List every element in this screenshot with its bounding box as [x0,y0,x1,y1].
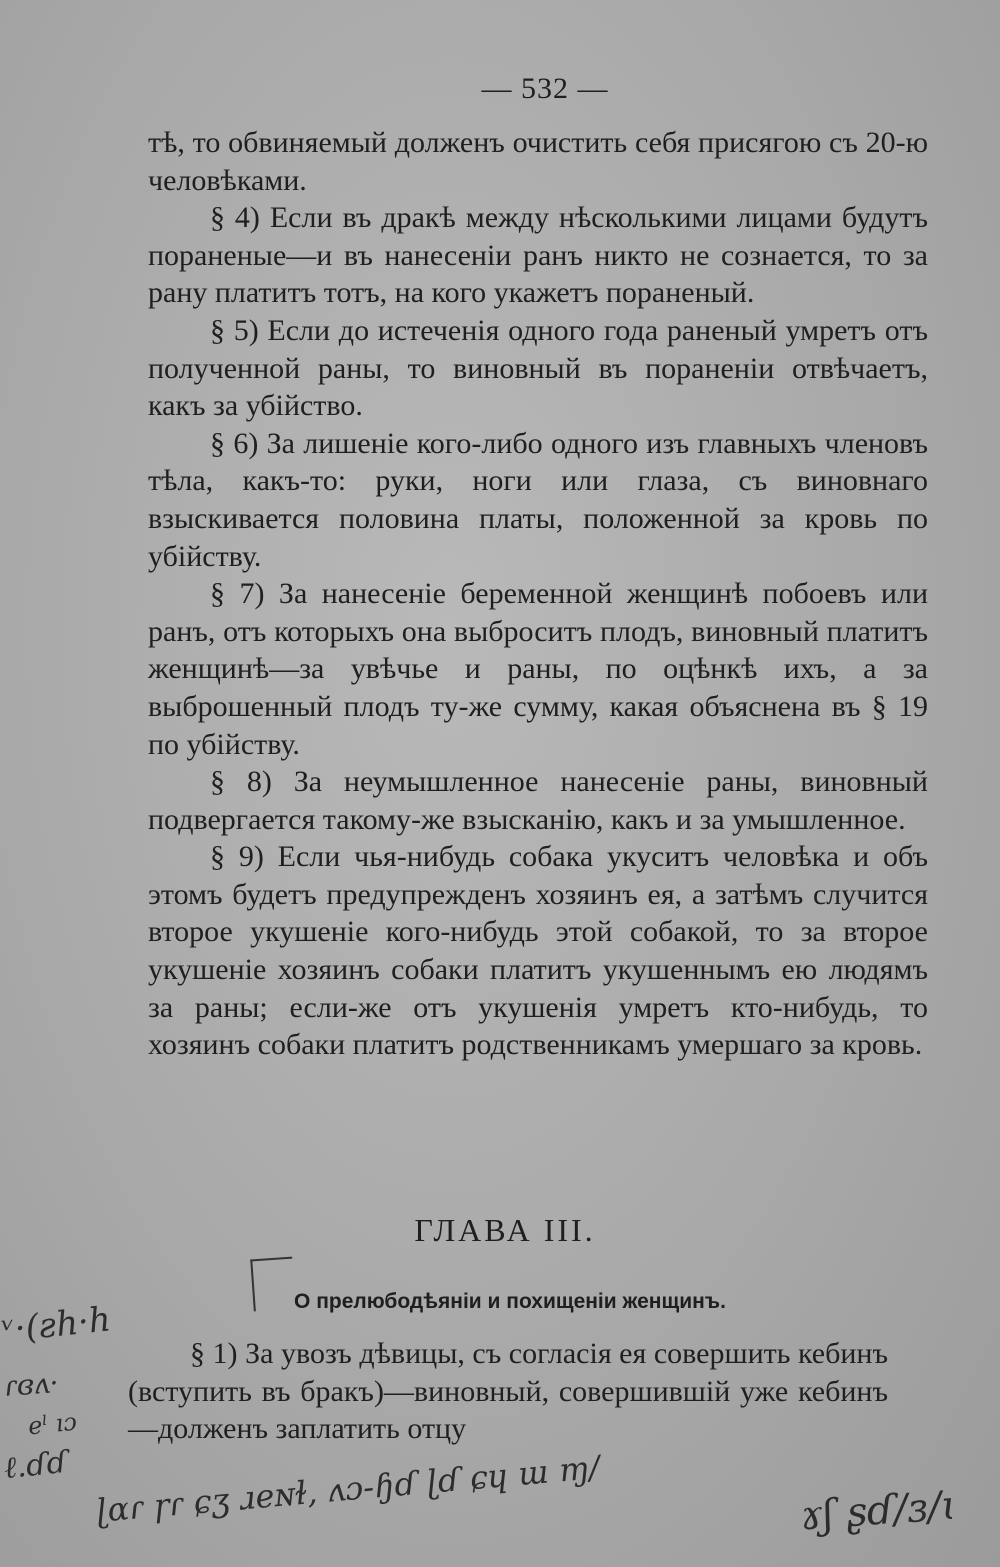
paragraph-section-6: § 6) За лишеніе кого-либо одного изъ главныхъ членовъ тѣла, какъ-то: руки, ноги или глаза, съ виновнаго взыскивается половина платы, положенной за кровь по убійству. [148,426,928,573]
page-number: — 532 — [481,72,609,105]
handwritten-note-6: ɤʃ ʂɗ/ɜ/ɩ [798,1482,959,1540]
paragraph-section-9: § 9) Если чья-нибудь собака укуситъ человѣка и объ этомъ будетъ предупрежденъ хозяинъ ея, а затѣмъ случится второе укушеніе кого-нибудь этой собакой, то за второе укушеніе хозяинъ собаки платитъ укушеннымъ ею людямъ за раны; если-же отъ укушенія умретъ кто-нибудь, то хозяинъ собаки платитъ родственникамъ умершаго за кровь. [148,840,928,1062]
paragraph-section-5: § 5) Если до истеченія одного года раненый умретъ отъ полученной раны, то виновный въ пораненіи отвѣчаетъ, какъ за убійство. [148,313,928,423]
body-text [148,124,928,1064]
handwritten-note-4: ℓ.ɗɗ [2,1444,69,1487]
paragraph-section-7: § 7) За нанесеніе беременной женщинѣ побоевъ или ранъ, отъ которыхъ она выброситъ плодъ, виновный платитъ женщинѣ—за увѣчье и раны, по оцѣнкѣ ихъ, а за выброшенный плодъ ту-же сумму, какая объяснена въ § 19 по убійству. [148,577,928,761]
chapter-body-text [128,1335,888,1448]
paragraph-section-4: § 4) Если въ дракѣ между нѣсколькими лицами будутъ пораненые—и въ нанесеніи ранъ никто не сознается, то за рану платитъ тотъ, на кого укажетъ пораненый. [148,201,928,310]
chapter-subtitle: О прелюбодѣяніи и похищеніи женщинъ. [294,1290,726,1313]
handwritten-note-3: eˡ ıɔ [26,1407,79,1441]
chapter-title: ГЛАВА III. [414,1212,596,1248]
paragraph-section-8: § 8) За неумышленное нанесеніе раны, виновный подвергается такому-же взысканію, какъ и за умышленное. [148,765,928,836]
paragraph-chapter3-section-1: § 1) За увозъ дѣвицы, съ согласія ея совершить кебинъ (вступить въ бракъ)—виновный, совершившій уже кебинъ—долженъ заплатить отцу [128,1337,888,1446]
paragraph-continuation: тѣ, то обвиняемый долженъ очистить себя присягою съ 20-ю человѣками. [148,126,928,197]
handwritten-note-1: ᵛ·(ƨh·h [0,1299,113,1351]
handwritten-note-2: ɾɞʌ· [2,1366,60,1403]
handwritten-note-5: ɭɑɾ ɼɾ ɕʒ ɹeɴɫ, ʌɔ-ɧɗ ɭɗ ɕɥ ɯ ɱ/ [94,1448,602,1530]
